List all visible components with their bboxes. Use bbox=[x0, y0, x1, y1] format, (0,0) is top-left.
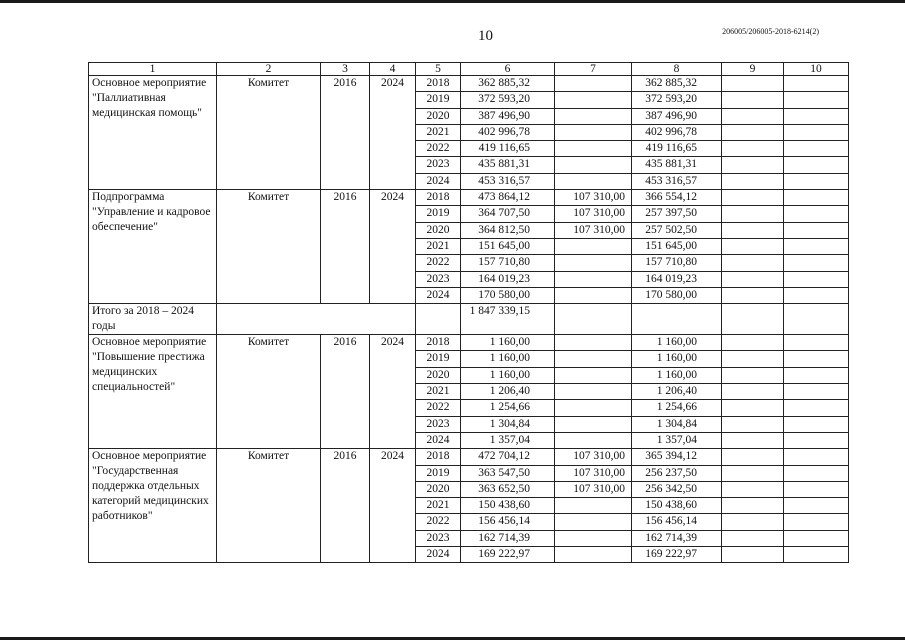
federal-amount-cell bbox=[555, 173, 632, 189]
total-amount-cell: 472 704,12 bbox=[461, 449, 555, 465]
federal-amount-cell bbox=[555, 287, 632, 303]
header-cell: 4 bbox=[370, 63, 416, 76]
header-cell: 9 bbox=[722, 63, 784, 76]
year-cell: 2018 bbox=[416, 190, 461, 206]
year-cell: 2022 bbox=[416, 400, 461, 416]
total-amount-cell: 1 160,00 bbox=[461, 335, 555, 351]
year-cell: 2018 bbox=[416, 76, 461, 92]
year-cell: 2024 bbox=[416, 432, 461, 448]
federal-amount-cell bbox=[555, 238, 632, 254]
regional-amount-cell: 170 580,00 bbox=[632, 287, 722, 303]
empty-cell bbox=[722, 304, 784, 335]
empty-cell bbox=[784, 157, 849, 173]
regional-amount-cell: 453 316,57 bbox=[632, 173, 722, 189]
end-year-cell: 2024 bbox=[370, 335, 416, 449]
empty-cell bbox=[722, 76, 784, 92]
empty-cell bbox=[784, 173, 849, 189]
empty-cell bbox=[784, 190, 849, 206]
activity-name-cell: Основное мероприятие "Государственная поддержка отдельных категорий медицинских работников" bbox=[89, 449, 217, 563]
federal-amount-cell: 107 310,00 bbox=[555, 465, 632, 481]
federal-amount-cell bbox=[555, 498, 632, 514]
empty-cell bbox=[784, 367, 849, 383]
federal-amount-cell bbox=[555, 271, 632, 287]
year-cell: 2024 bbox=[416, 547, 461, 563]
regional-amount-cell: 1 160,00 bbox=[632, 351, 722, 367]
empty-cell bbox=[722, 449, 784, 465]
empty-cell bbox=[784, 335, 849, 351]
empty-cell bbox=[722, 92, 784, 108]
empty-cell bbox=[722, 173, 784, 189]
regional-amount-cell: 151 645,00 bbox=[632, 238, 722, 254]
empty-cell bbox=[722, 416, 784, 432]
year-cell: 2019 bbox=[416, 351, 461, 367]
regional-amount-cell: 1 254,66 bbox=[632, 400, 722, 416]
total-amount-cell: 170 580,00 bbox=[461, 287, 555, 303]
total-amount-cell: 164 019,23 bbox=[461, 271, 555, 287]
federal-amount-cell bbox=[555, 92, 632, 108]
regional-amount-cell: 257 397,50 bbox=[632, 206, 722, 222]
year-cell: 2020 bbox=[416, 108, 461, 124]
empty-cell bbox=[784, 514, 849, 530]
empty-cell bbox=[784, 271, 849, 287]
table-row bbox=[89, 76, 849, 92]
activity-name-cell: Основное мероприятие "Повышение престижа медицинских специальностей" bbox=[89, 335, 217, 449]
activity-name-cell: Подпрограмма "Управление и кадровое обеспечение" bbox=[89, 190, 217, 304]
empty-cell bbox=[722, 400, 784, 416]
empty-cell bbox=[722, 498, 784, 514]
empty-cell bbox=[722, 222, 784, 238]
total-amount-cell: 150 438,60 bbox=[461, 498, 555, 514]
empty-cell bbox=[784, 222, 849, 238]
empty-cell bbox=[784, 449, 849, 465]
year-cell: 2019 bbox=[416, 206, 461, 222]
empty-cell bbox=[722, 432, 784, 448]
empty-cell bbox=[722, 547, 784, 563]
table-row bbox=[89, 449, 849, 465]
empty-cell bbox=[784, 108, 849, 124]
header-row bbox=[89, 63, 849, 76]
start-year-cell: 2016 bbox=[321, 190, 370, 304]
total-amount-cell: 363 652,50 bbox=[461, 481, 555, 497]
empty-cell bbox=[784, 530, 849, 546]
empty-cell bbox=[784, 238, 849, 254]
total-amount-cell: 156 456,14 bbox=[461, 514, 555, 530]
federal-amount-cell bbox=[555, 416, 632, 432]
total-amount-cell: 372 593,20 bbox=[461, 92, 555, 108]
year-cell: 2019 bbox=[416, 465, 461, 481]
start-year-cell: 2016 bbox=[321, 76, 370, 190]
empty-cell bbox=[217, 304, 416, 335]
empty-cell bbox=[555, 304, 632, 335]
total-sum-cell: 1 847 339,15 bbox=[461, 304, 555, 335]
empty-cell bbox=[784, 416, 849, 432]
regional-amount-cell: 256 342,50 bbox=[632, 481, 722, 497]
regional-amount-cell: 1 160,00 bbox=[632, 367, 722, 383]
year-cell: 2022 bbox=[416, 514, 461, 530]
empty-cell bbox=[784, 92, 849, 108]
regional-amount-cell: 169 222,97 bbox=[632, 547, 722, 563]
header-cell: 8 bbox=[632, 63, 722, 76]
regional-amount-cell: 256 237,50 bbox=[632, 465, 722, 481]
empty-cell bbox=[784, 206, 849, 222]
federal-amount-cell: 107 310,00 bbox=[555, 481, 632, 497]
header-cell: 5 bbox=[416, 63, 461, 76]
total-amount-cell: 162 714,39 bbox=[461, 530, 555, 546]
empty-cell bbox=[784, 287, 849, 303]
empty-cell bbox=[722, 190, 784, 206]
empty-cell bbox=[722, 157, 784, 173]
year-cell: 2020 bbox=[416, 222, 461, 238]
total-amount-cell: 1 160,00 bbox=[461, 367, 555, 383]
table-body bbox=[89, 63, 849, 563]
empty-cell bbox=[722, 514, 784, 530]
total-amount-cell: 362 885,32 bbox=[461, 76, 555, 92]
federal-amount-cell: 107 310,00 bbox=[555, 449, 632, 465]
regional-amount-cell: 157 710,80 bbox=[632, 255, 722, 271]
empty-cell bbox=[784, 384, 849, 400]
year-cell: 2020 bbox=[416, 367, 461, 383]
empty-cell bbox=[784, 547, 849, 563]
federal-amount-cell bbox=[555, 400, 632, 416]
total-amount-cell: 364 707,50 bbox=[461, 206, 555, 222]
empty-cell bbox=[784, 465, 849, 481]
total-amount-cell: 151 645,00 bbox=[461, 238, 555, 254]
total-amount-cell: 1 206,40 bbox=[461, 384, 555, 400]
federal-amount-cell bbox=[555, 351, 632, 367]
federal-amount-cell bbox=[555, 384, 632, 400]
total-amount-cell: 1 357,04 bbox=[461, 432, 555, 448]
empty-cell bbox=[416, 304, 461, 335]
header-cell: 7 bbox=[555, 63, 632, 76]
total-amount-cell: 419 116,65 bbox=[461, 141, 555, 157]
regional-amount-cell: 366 554,12 bbox=[632, 190, 722, 206]
total-label-cell: Итого за 2018 – 2024 годы bbox=[89, 304, 217, 335]
total-amount-cell: 402 996,78 bbox=[461, 124, 555, 140]
regional-amount-cell: 435 881,31 bbox=[632, 157, 722, 173]
empty-cell bbox=[722, 465, 784, 481]
empty-cell bbox=[722, 481, 784, 497]
executor-cell: Комитет bbox=[217, 190, 321, 304]
regional-amount-cell: 257 502,50 bbox=[632, 222, 722, 238]
empty-cell bbox=[722, 384, 784, 400]
regional-amount-cell: 372 593,20 bbox=[632, 92, 722, 108]
empty-cell bbox=[784, 351, 849, 367]
federal-amount-cell bbox=[555, 255, 632, 271]
federal-amount-cell bbox=[555, 157, 632, 173]
empty-cell bbox=[722, 367, 784, 383]
header-cell: 3 bbox=[321, 63, 370, 76]
empty-cell bbox=[784, 498, 849, 514]
year-cell: 2021 bbox=[416, 384, 461, 400]
total-amount-cell: 1 160,00 bbox=[461, 351, 555, 367]
federal-amount-cell bbox=[555, 141, 632, 157]
total-amount-cell: 453 316,57 bbox=[461, 173, 555, 189]
end-year-cell: 2024 bbox=[370, 76, 416, 190]
regional-amount-cell: 419 116,65 bbox=[632, 141, 722, 157]
table-row bbox=[89, 190, 849, 206]
regional-amount-cell: 164 019,23 bbox=[632, 271, 722, 287]
executor-cell: Комитет bbox=[217, 335, 321, 449]
empty-cell bbox=[722, 124, 784, 140]
empty-cell bbox=[722, 351, 784, 367]
year-cell: 2024 bbox=[416, 287, 461, 303]
empty-cell bbox=[784, 141, 849, 157]
federal-amount-cell bbox=[555, 432, 632, 448]
federal-amount-cell bbox=[555, 335, 632, 351]
year-cell: 2024 bbox=[416, 173, 461, 189]
activity-name-cell: Основное мероприятие "Паллиативная медицинская помощь" bbox=[89, 76, 217, 190]
year-cell: 2023 bbox=[416, 530, 461, 546]
header-cell: 6 bbox=[461, 63, 555, 76]
year-cell: 2021 bbox=[416, 238, 461, 254]
top-border-line bbox=[0, 0, 905, 3]
regional-amount-cell: 402 996,78 bbox=[632, 124, 722, 140]
total-row bbox=[89, 304, 849, 335]
empty-cell bbox=[784, 304, 849, 335]
regional-amount-cell: 362 885,32 bbox=[632, 76, 722, 92]
year-cell: 2022 bbox=[416, 255, 461, 271]
empty-cell bbox=[784, 124, 849, 140]
total-amount-cell: 1 254,66 bbox=[461, 400, 555, 416]
empty-cell bbox=[722, 530, 784, 546]
federal-amount-cell bbox=[555, 514, 632, 530]
year-cell: 2023 bbox=[416, 416, 461, 432]
federal-amount-cell: 107 310,00 bbox=[555, 190, 632, 206]
regional-amount-cell: 156 456,14 bbox=[632, 514, 722, 530]
year-cell: 2018 bbox=[416, 449, 461, 465]
federal-amount-cell bbox=[555, 108, 632, 124]
year-cell: 2022 bbox=[416, 141, 461, 157]
page-number: 10 bbox=[478, 28, 493, 44]
header-cell: 1 bbox=[89, 63, 217, 76]
regional-amount-cell: 365 394,12 bbox=[632, 449, 722, 465]
empty-cell bbox=[722, 108, 784, 124]
year-cell: 2021 bbox=[416, 498, 461, 514]
total-amount-cell: 435 881,31 bbox=[461, 157, 555, 173]
total-amount-cell: 364 812,50 bbox=[461, 222, 555, 238]
federal-amount-cell: 107 310,00 bbox=[555, 206, 632, 222]
regional-amount-cell: 1 357,04 bbox=[632, 432, 722, 448]
regional-amount-cell: 1 304,84 bbox=[632, 416, 722, 432]
executor-cell: Комитет bbox=[217, 76, 321, 190]
end-year-cell: 2024 bbox=[370, 449, 416, 563]
federal-amount-cell bbox=[555, 530, 632, 546]
total-amount-cell: 157 710,80 bbox=[461, 255, 555, 271]
empty-cell bbox=[784, 255, 849, 271]
year-cell: 2023 bbox=[416, 157, 461, 173]
start-year-cell: 2016 bbox=[321, 335, 370, 449]
empty-cell bbox=[722, 287, 784, 303]
empty-cell bbox=[632, 304, 722, 335]
regional-amount-cell: 387 496,90 bbox=[632, 108, 722, 124]
regional-amount-cell: 1 160,00 bbox=[632, 335, 722, 351]
empty-cell bbox=[722, 335, 784, 351]
empty-cell bbox=[722, 141, 784, 157]
header-cell: 10 bbox=[784, 63, 849, 76]
empty-cell bbox=[784, 400, 849, 416]
year-cell: 2019 bbox=[416, 92, 461, 108]
federal-amount-cell bbox=[555, 367, 632, 383]
federal-amount-cell bbox=[555, 76, 632, 92]
total-amount-cell: 363 547,50 bbox=[461, 465, 555, 481]
year-cell: 2021 bbox=[416, 124, 461, 140]
empty-cell bbox=[784, 76, 849, 92]
total-amount-cell: 169 222,97 bbox=[461, 547, 555, 563]
federal-amount-cell bbox=[555, 547, 632, 563]
year-cell: 2023 bbox=[416, 271, 461, 287]
regional-amount-cell: 162 714,39 bbox=[632, 530, 722, 546]
federal-amount-cell: 107 310,00 bbox=[555, 222, 632, 238]
header-cell: 2 bbox=[217, 63, 321, 76]
total-amount-cell: 473 864,12 bbox=[461, 190, 555, 206]
empty-cell bbox=[722, 238, 784, 254]
year-cell: 2020 bbox=[416, 481, 461, 497]
empty-cell bbox=[722, 271, 784, 287]
executor-cell: Комитет bbox=[217, 449, 321, 563]
year-cell: 2018 bbox=[416, 335, 461, 351]
empty-cell bbox=[784, 481, 849, 497]
start-year-cell: 2016 bbox=[321, 449, 370, 563]
regional-amount-cell: 150 438,60 bbox=[632, 498, 722, 514]
total-amount-cell: 1 304,84 bbox=[461, 416, 555, 432]
end-year-cell: 2024 bbox=[370, 190, 416, 304]
empty-cell bbox=[722, 206, 784, 222]
federal-amount-cell bbox=[555, 124, 632, 140]
document-code: 206005/206005-2018-6214(2) bbox=[722, 27, 819, 36]
budget-table bbox=[88, 62, 849, 563]
total-amount-cell: 387 496,90 bbox=[461, 108, 555, 124]
regional-amount-cell: 1 206,40 bbox=[632, 384, 722, 400]
empty-cell bbox=[722, 255, 784, 271]
empty-cell bbox=[784, 432, 849, 448]
table-row bbox=[89, 335, 849, 351]
